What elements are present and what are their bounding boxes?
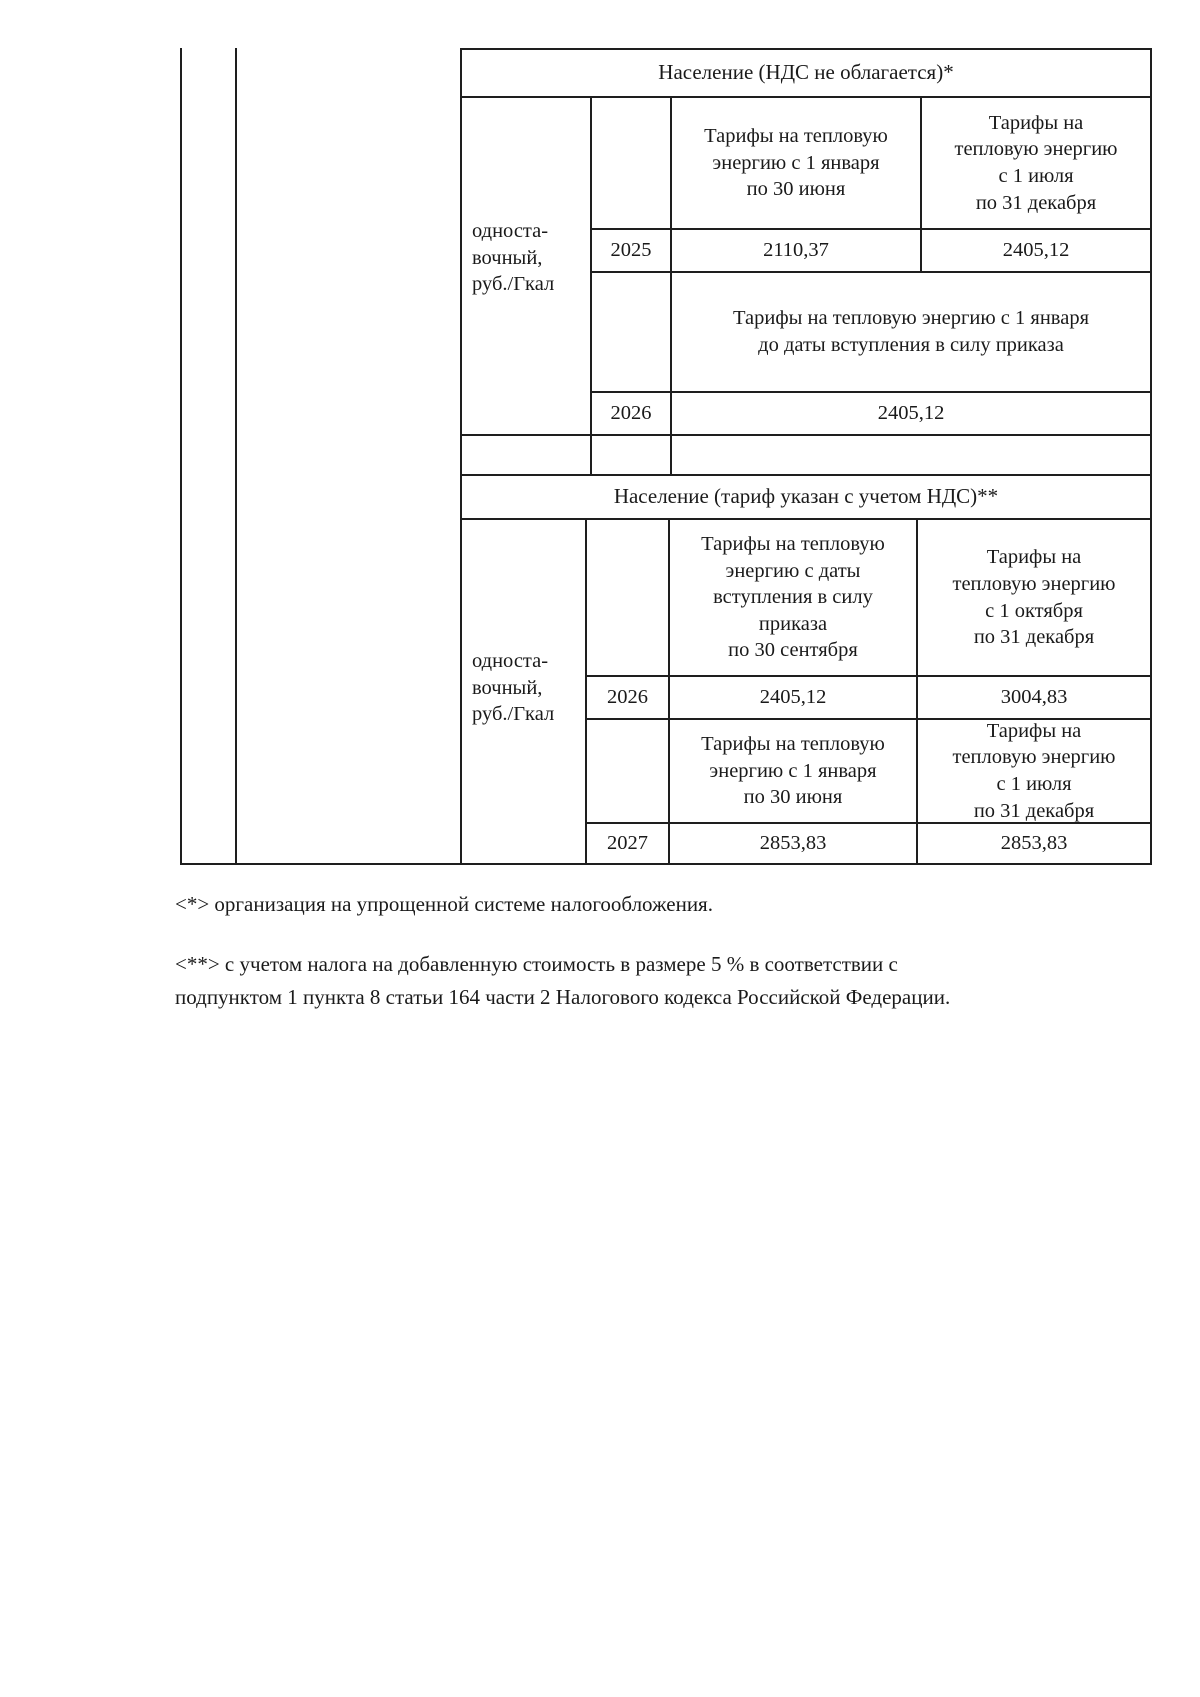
footnote-vat: <**> с учетом налога на добавленную стоимость в размере 5 % в соответствии с подпунктом 1 пункта 8 статьи 164 части 2 Налогового кодекса Российской Федерации. [175,952,951,1009]
section1-2025-year: 2025 [610,239,652,262]
section1-2025-value-b: 2405,12 [1002,239,1070,262]
section1-header: Население (НДС не облагается)* [658,60,954,85]
section1-2025-period-b: Тарифы на тепловую энергию с 1 июля по 31 декабря [954,111,1118,214]
section2-2026-period-b: Тарифы на тепловую энергию с 1 октября по 31 декабря [952,546,1116,649]
section1-2026-year: 2026 [610,402,652,425]
section1-unit: односта- вочный, руб./Гкал [472,220,555,296]
section2-2026-period-a: Тарифы на тепловую энергию с даты вступления в силу приказа по 30 сентября [701,532,885,662]
section2-2026-value-a: 2405,12 [759,686,827,709]
section2-unit: односта- вочный, руб./Гкал [472,650,555,726]
section1-bottom [460,434,1152,436]
section2-2027-year: 2027 [607,832,648,855]
section2-header: Население (тариф указан с учетом НДС)** [613,484,999,509]
section2-2026-year: 2026 [607,686,648,709]
table-border-right [1150,48,1152,865]
section2-2027-value-a: 2853,83 [759,832,827,855]
section1-2026-period: Тарифы на тепловую энергию с 1 января до даты вступления в силу приказа [732,307,1089,356]
table-border-left [180,48,182,865]
column-divider-1 [235,48,237,865]
footnote-simplified-tax: <*> организация на упрощенной системе налогообложения. [175,892,713,916]
section2-2027-period-a: Тарифы на тепловую энергию с 1 января по 30 июня [701,733,885,809]
section1-2025-period-a: Тарифы на тепловую энергию с 1 января по 30 июня [704,125,888,201]
table-border-bottom [180,863,1152,865]
section2-2026-value-b: 3004,83 [1000,686,1068,709]
tariff-table [180,48,1152,865]
section2-2027-period-b: Тарифы на тепловую энергию с 1 июля по 31 декабря [952,719,1116,822]
section1-2026-value: 2405,12 [877,402,945,425]
section1-2025-value-a: 2110,37 [763,239,829,262]
section2-2027-value-b: 2853,83 [1000,832,1068,855]
